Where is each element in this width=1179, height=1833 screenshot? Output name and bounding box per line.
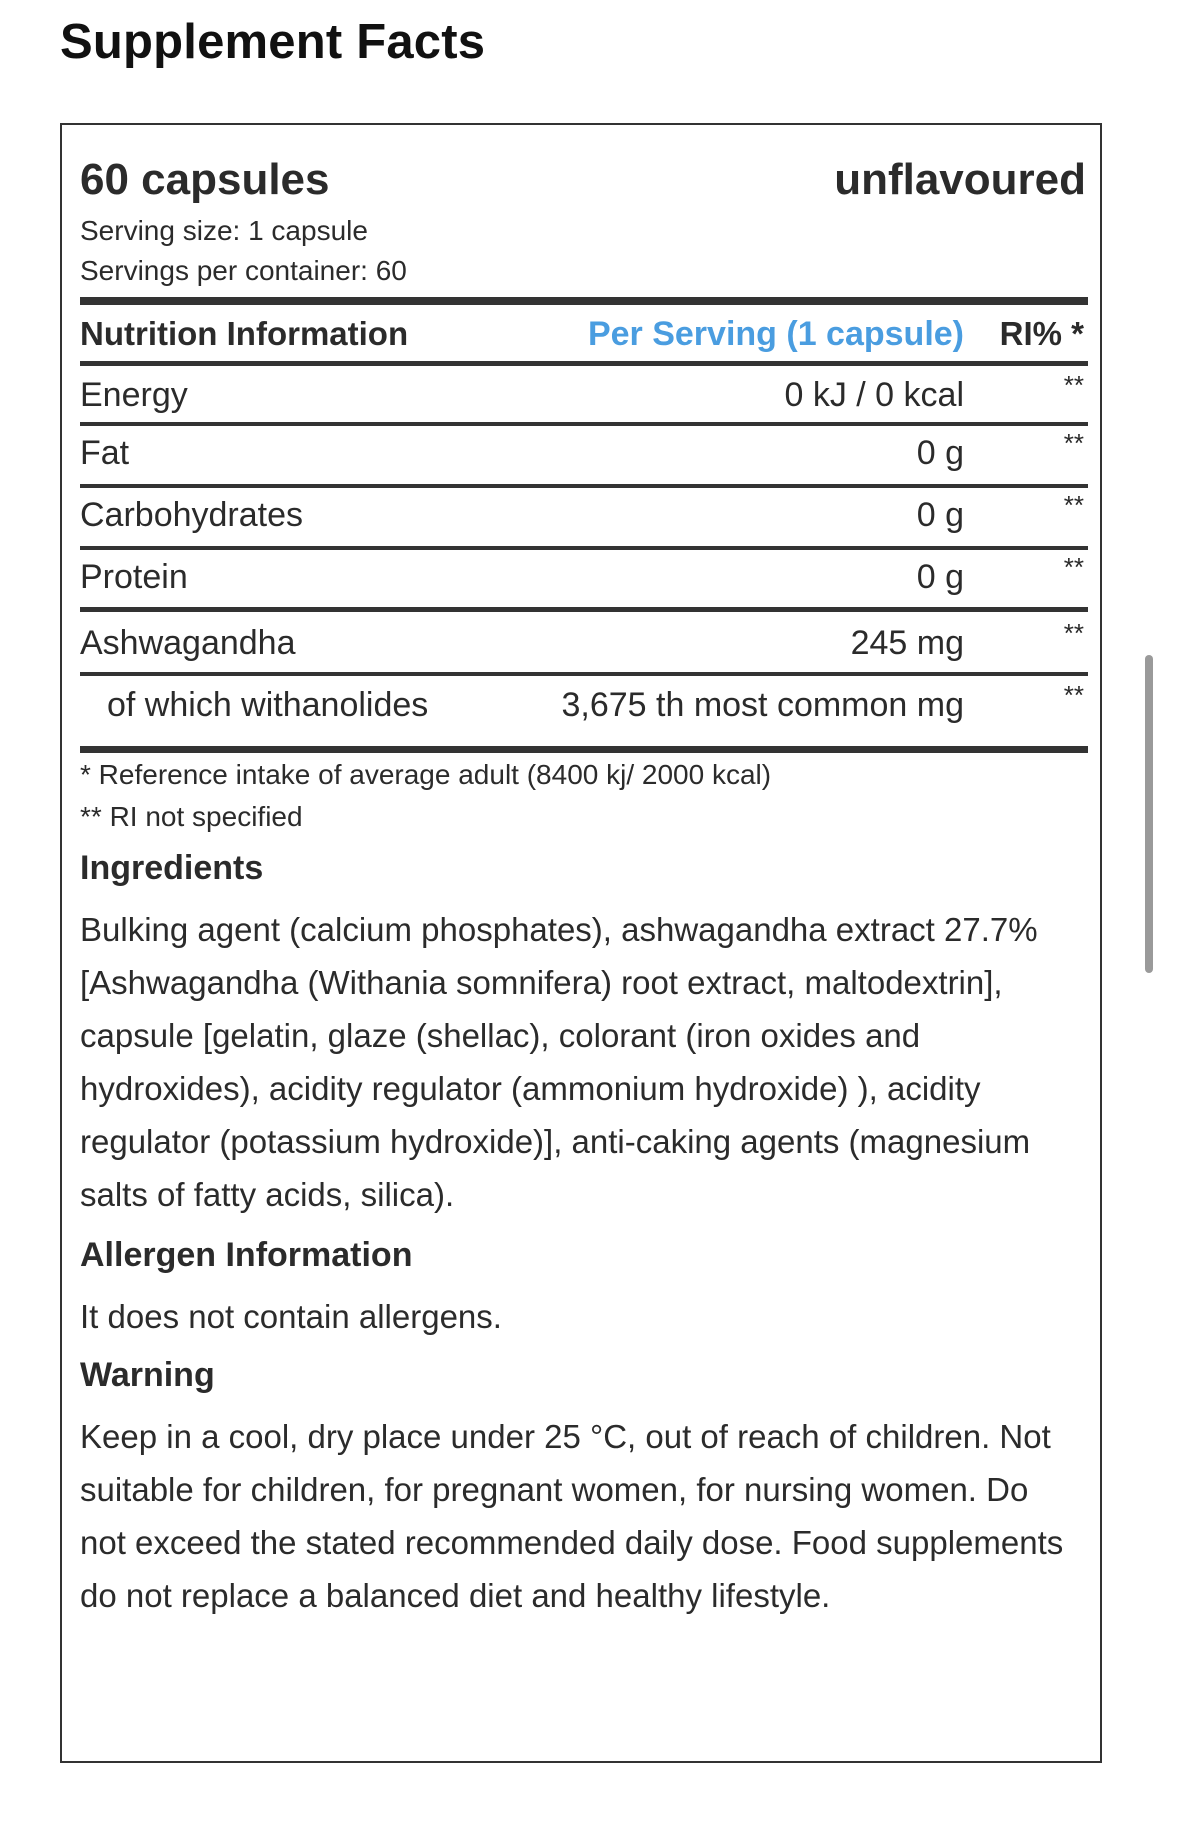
nutrient-name: Ashwagandha [80, 624, 296, 662]
thick-divider [80, 746, 1088, 753]
nutrient-name: Energy [80, 376, 188, 414]
nutrient-amount: 0 g [916, 558, 964, 596]
ri-not-specified-footnote: ** RI not specified [80, 801, 303, 832]
nutrient-amount: 0 g [916, 496, 964, 534]
page-title: Supplement Facts [60, 15, 486, 69]
capsule-count: 60 capsules [80, 155, 330, 204]
ingredients-text: Bulking agent (calcium phosphates), ashwagandha extract 27.7% [Ashwagandha (Withania somnifera) root extract, maltodextrin], capsule [gelatin, glaze (shellac), colorant (iron oxides and hydroxides), acidity regulator (ammonium hydroxide) ), acidity regulator (potassium hydroxide)], anti-caking agents (magnesium salts of fatty acids, silica). [80, 911, 1038, 1213]
nutrient-ri: ** [1063, 552, 1084, 582]
reference-intake-footnote: * Reference intake of average adult (8400 kj/ 2000 kcal) [80, 759, 772, 790]
nutrient-name: Fat [80, 434, 130, 472]
serving-size: Serving size: 1 capsule [80, 215, 368, 246]
column-header-nutrient: Nutrition Information [80, 315, 409, 352]
table-row [80, 366, 1088, 424]
ingredients-title: Ingredients [80, 849, 264, 887]
warning-text: Keep in a cool, dry place under 25 °C, out of reach of children. Not suitable for children, for pregnant women, for nursing women. Do not exceed the stated recommended daily dose. Food supplements do not replace a balanced diet and healthy lifestyle. [80, 1418, 1064, 1614]
warning-title: Warning [80, 1356, 215, 1394]
nutrient-name: of which withanolides [107, 686, 429, 724]
allergen-text: It does not contain allergens. [80, 1298, 502, 1335]
table-row [80, 486, 1088, 544]
product-header [80, 155, 1086, 205]
vertical-scrollbar[interactable] [1145, 655, 1153, 973]
supplement-facts-panel [60, 123, 1102, 1763]
table-row [80, 614, 1088, 672]
column-header-ri: RI% * [999, 315, 1084, 352]
nutrient-amount: 245 mg [850, 624, 964, 662]
row-divider [80, 607, 1088, 612]
servings-per-container: Servings per container: 60 [80, 255, 407, 286]
table-row [80, 676, 1088, 734]
nutrient-ri: ** [1063, 490, 1084, 520]
nutrient-amount: 3,675 th most common mg [561, 686, 964, 724]
allergen-title: Allergen Information [80, 1236, 413, 1274]
nutrition-table-header [80, 305, 1088, 363]
nutrient-ri: ** [1063, 618, 1084, 648]
nutrient-ri: ** [1063, 370, 1084, 400]
nutrient-name: Protein [80, 558, 188, 596]
thick-divider [80, 297, 1088, 305]
nutrient-amount: 0 kJ / 0 kcal [784, 376, 964, 414]
nutrient-amount: 0 g [916, 434, 964, 472]
table-row [80, 424, 1088, 482]
table-row [80, 548, 1088, 606]
nutrient-ri: ** [1063, 428, 1084, 458]
nutrient-name: Carbohydrates [80, 496, 304, 534]
nutrient-ri: ** [1063, 680, 1084, 710]
column-header-per-serving: Per Serving (1 capsule) [587, 315, 964, 353]
flavour-label: unflavoured [834, 155, 1086, 204]
